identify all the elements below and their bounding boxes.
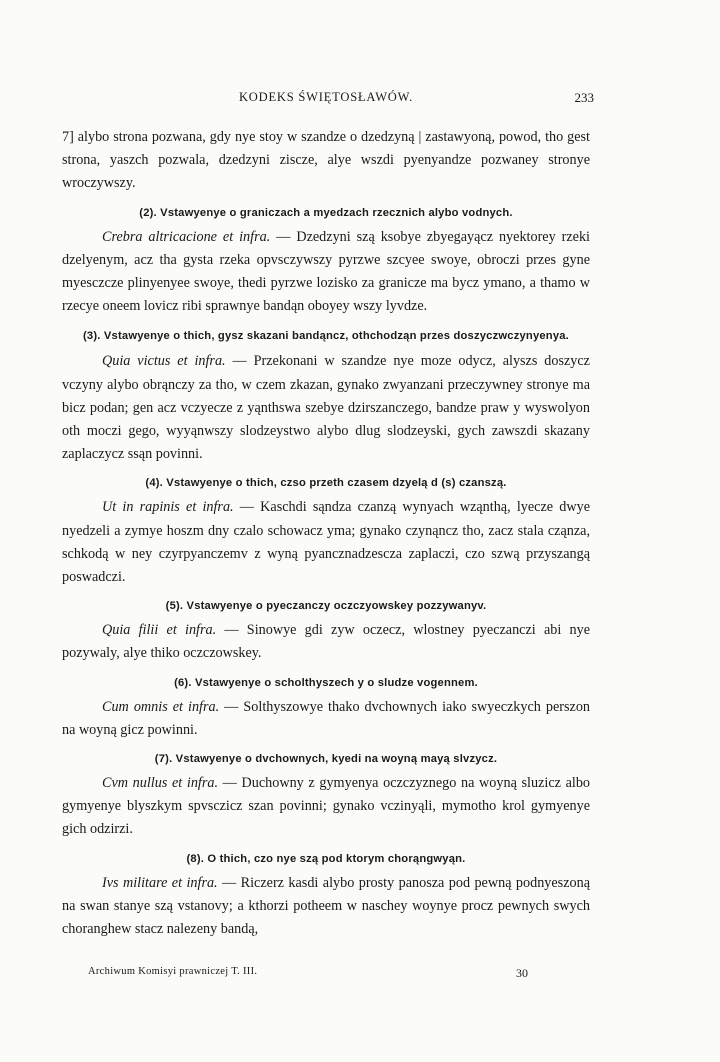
section-text: — Duchowny z gymyenya oczczyznego na woyną sluzicz albo gymyenye blyszkym spvsczicz szan povinni; gynako vczinyąli, mymotho krol gymyenye gich odzirzi.	[62, 775, 591, 838]
body-text	[62, 126, 590, 941]
section-text: — Kaschdi sąndza czanzą wynyach wząnthą, lyecze dwye nyedzeli a zymye hoszm dny czalo schowacz yma; gynako czynąncz tho, zacz stala cząnza, schkodą w ney czyrpyanczemv z wyną pyancznadzescza zaplaczi, czo szwą przyszangą poswadczi.	[62, 499, 590, 586]
section-heading: (6). Vstawyenye o scholthyszech y o sludze vogennem.	[174, 676, 478, 689]
section-paragraph	[62, 696, 590, 742]
section-heading: (7). Vstawyenye o dvchownych, kyedi na woyną mayą slvzycz.	[154, 753, 498, 766]
incipit: Cvm nullus et infra.	[102, 775, 219, 792]
section-text: — Riczerz kasdi alybo prosty panosza pod pewną podnyeszoną na swan stanye szą vstanovy; a kthorzi potheem w naschey woynye procz pewnych swych choranghew stacz nalezeny bandą,	[62, 874, 590, 938]
page-number: 233	[574, 90, 594, 105]
section-paragraph	[62, 619, 590, 665]
section-text: — Solthyszowye thako dvchownych iako swyeczkych perszon na woyną gicz powinni.	[62, 698, 591, 738]
incipit: Crebra altricacione et infra.	[102, 228, 271, 245]
section-6	[62, 676, 590, 742]
incipit: Cum omnis et infra.	[102, 698, 220, 715]
section-5	[62, 599, 590, 665]
section-3	[62, 328, 590, 466]
page-footer	[88, 966, 528, 982]
section-paragraph	[62, 772, 590, 842]
incipit: Quia victus et infra.	[102, 353, 226, 370]
section-paragraph	[62, 350, 590, 466]
section-heading: (3). Vstawyenye o thich, gysz skazani bandąncz, othchodząn przes doszyczwczynyenya.	[83, 330, 569, 343]
section-4	[62, 476, 590, 589]
section-heading: (8). O thich, czo nye szą pod ktorym chorąngwyąn.	[186, 852, 466, 865]
section-heading: (2). Vstawyenye o graniczach a myedzach rzecznich alybo vodnych.	[139, 206, 513, 219]
page-header	[62, 90, 594, 108]
section-paragraph	[62, 226, 590, 319]
section-heading: (4). Vstawyenye o thich, czso przeth czasem dzyelą d (s) czanszą.	[145, 477, 507, 490]
incipit: Ivs militare et infra.	[102, 874, 218, 891]
section-8	[62, 852, 590, 942]
section-text: — Dzedzyni szą ksobye zbyegayącz nyektorey rzeki dzelyenym, acz tha gysta rzeka opvsczywszy pyrzwe szcyee swoye, obroczi przes gyne myesczcze plinyenyee swoye, thedi pyrzwe lozisko za granicze ma bycz ymano, a thamo w rzecye oneem lovicz ribi sprawnye bandąn oboyey wszy lyvdze.	[62, 228, 590, 315]
section-2	[62, 206, 590, 319]
section-7	[62, 752, 590, 842]
section-text: — Przekonani w szandze nye moze odycz, alyszs doszycz vczyny alybo obrąnczy za tho, w czem zkazan, gynako zwyanzani przeczywney stronye ma bicz podan; gen acz vczyecze z yąnthswa szebye dzirszanczego, bandze praw y wyswolyon oth moczi gego, wyyąnwszy slodzeystwo alybo dlug slodzeyski, gych zawszdi skazany zaplaczycz ssąn povinni.	[62, 353, 590, 463]
incipit: Quia filii et infra.	[102, 622, 217, 639]
footer-signature: 30	[516, 966, 528, 980]
incipit: Ut in rapinis et infra.	[102, 499, 234, 516]
section-paragraph	[62, 872, 590, 942]
running-title: KODEKS ŚWIĘTOSŁAWÓW.	[238, 90, 414, 104]
section-paragraph	[62, 496, 590, 589]
section-text: — Sinowye gdi zyw oczecz, wlostney pyeczanczi abi nye pozywaly, alye thiko oczczowskey.	[62, 622, 590, 662]
footer-source: Archiwum Komisyi prawniczej T. III.	[88, 966, 258, 977]
intro-paragraph: 7] alybo strona pozwana, gdy nye stoy w szandze o dzedzyną | zastawyoną, powod, tho gest strona, yaszch pozwala, dzedzyni ziscze, alye wszdi pyenyandze pozwaney stronye wroczywszy.	[62, 129, 590, 192]
section-heading: (5). Vstawyenye o pyeczanczy oczczyowskey pozzywanyv.	[165, 600, 487, 613]
